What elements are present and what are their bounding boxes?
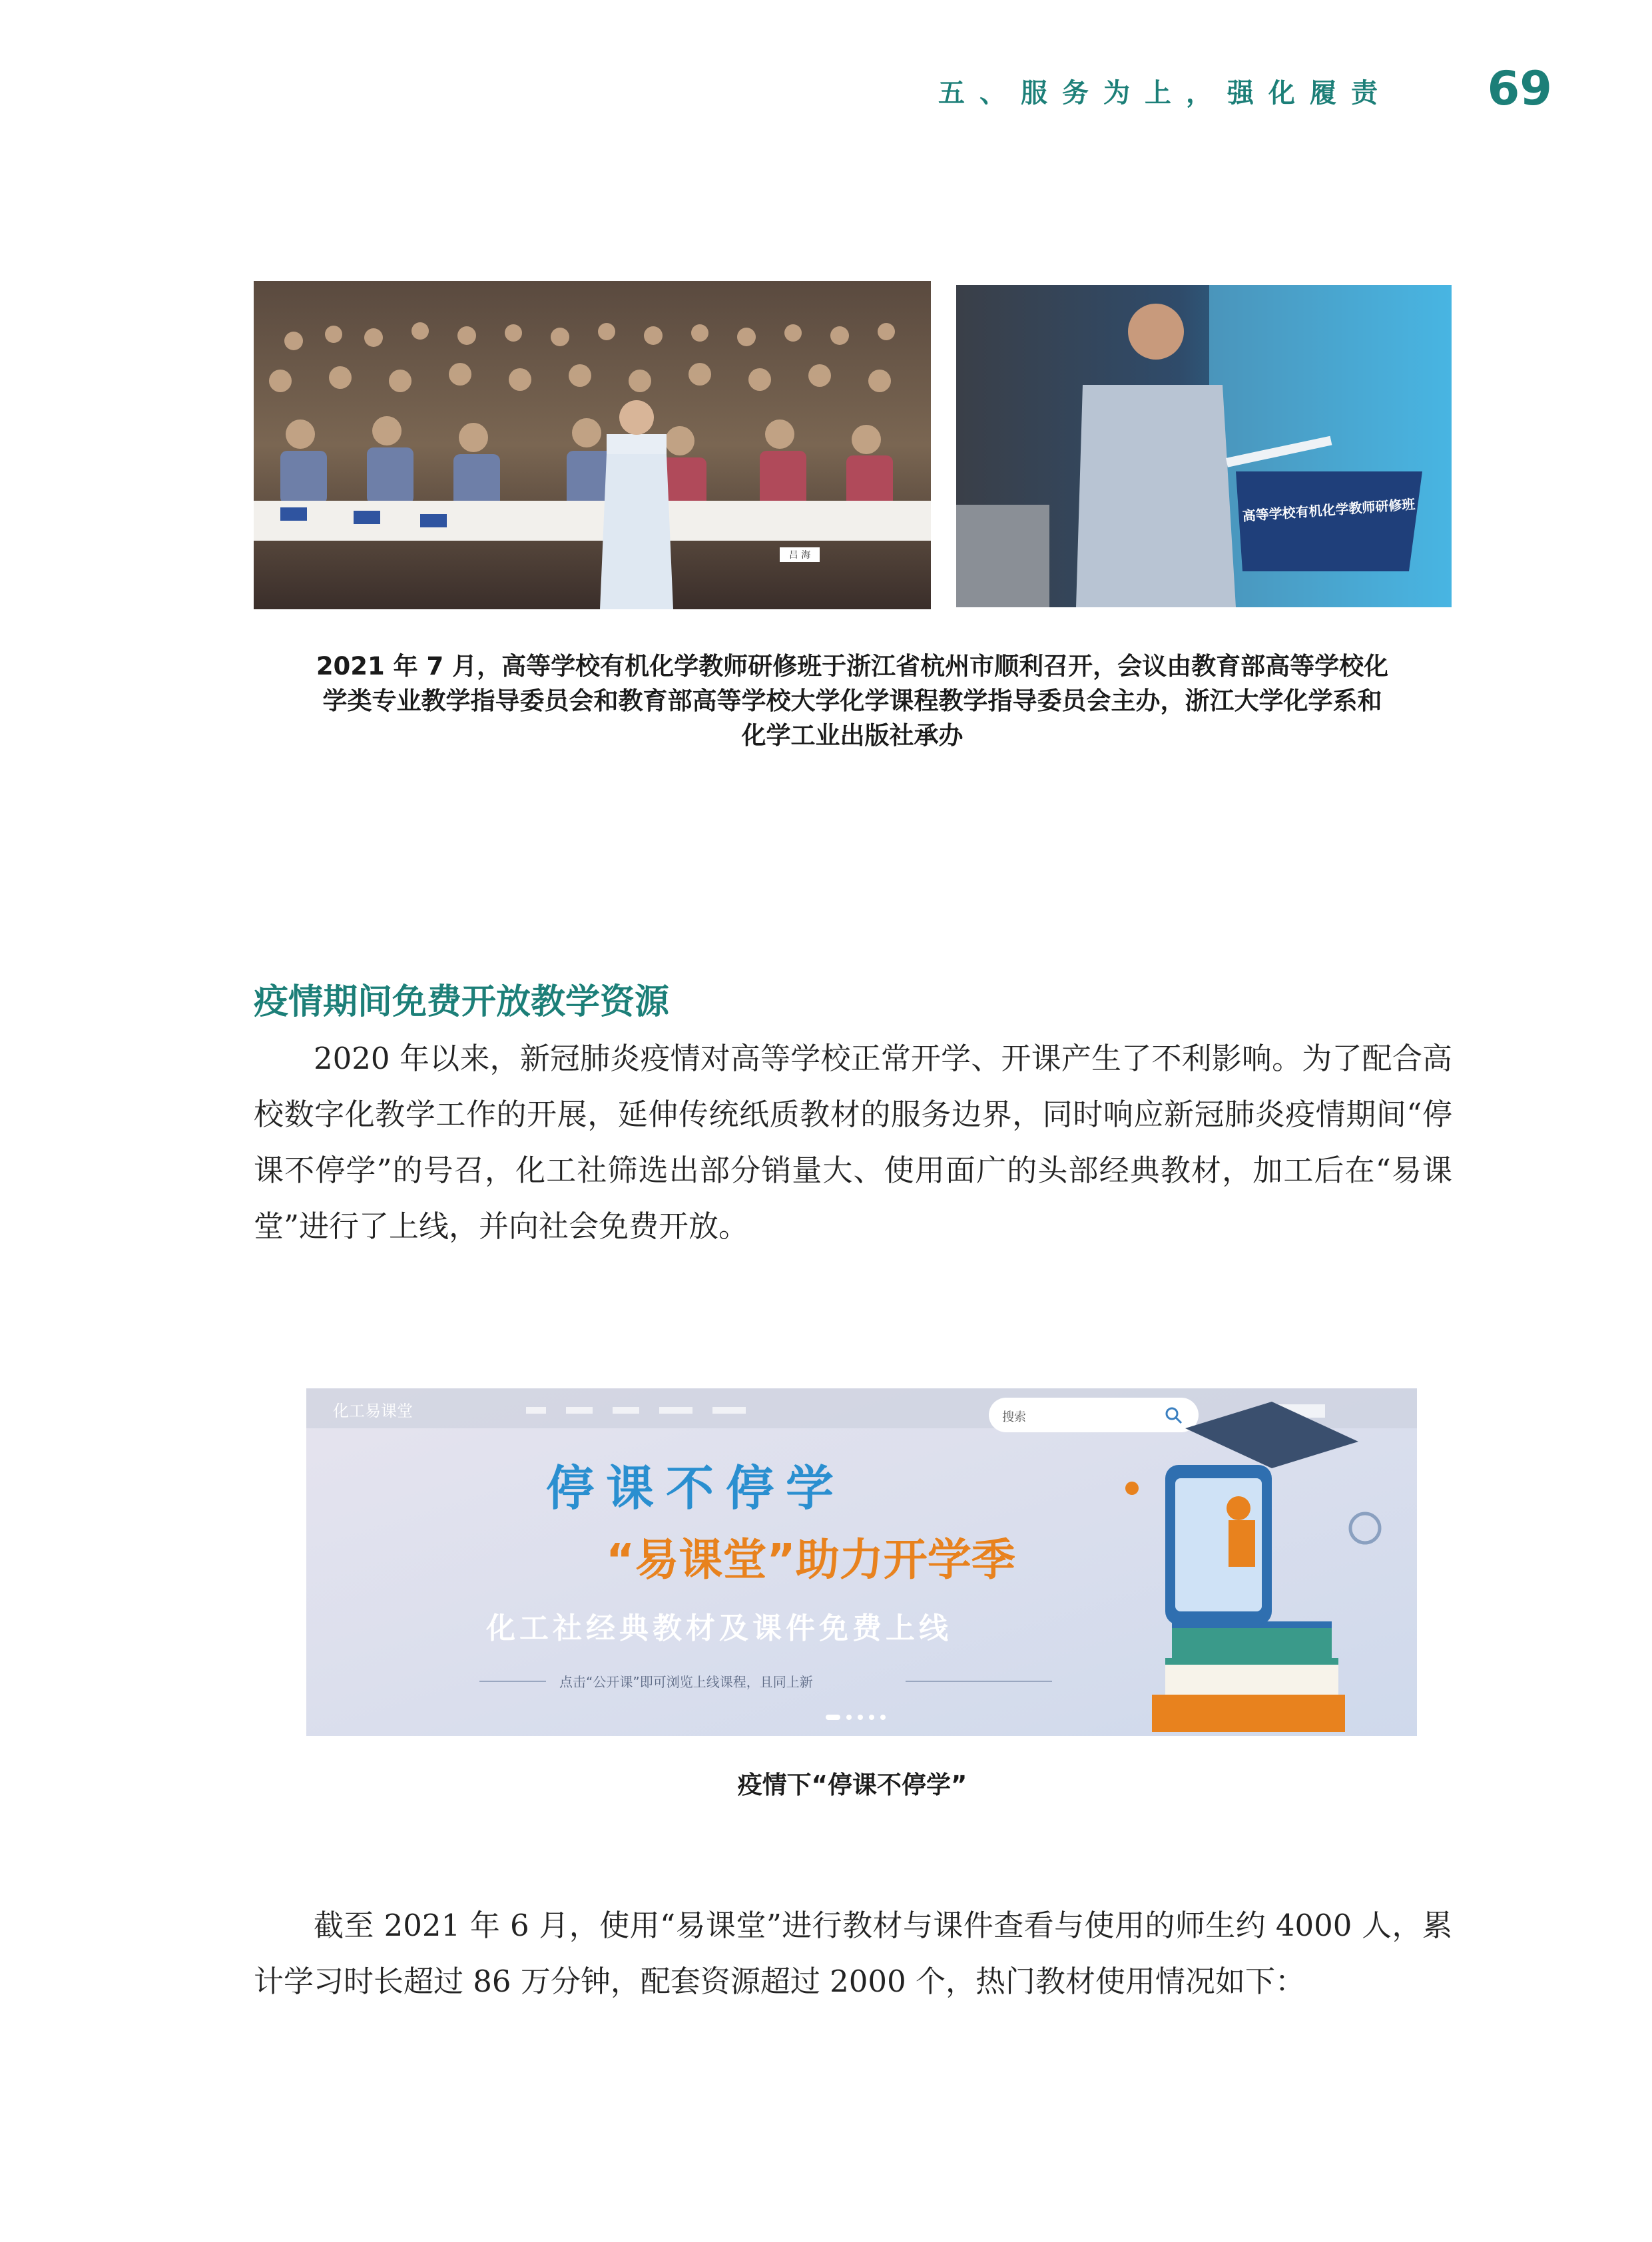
header-section-title: 五、服务为上，强化履责	[938, 78, 1392, 109]
paragraph-text: 截至 2021 年 6 月，使用“易课堂”进行教材与课件查看与使用的师生约 4000 人，	[314, 1908, 1422, 1943]
paragraph-text: 经典教材，加工后在“易课堂”进行了上线，并向社会免费开放。	[254, 1153, 1452, 1244]
body-paragraph	[254, 1898, 1452, 2010]
site-logo: 化工易课堂	[333, 1402, 413, 1420]
conference-audience-photo	[254, 281, 931, 609]
page-number: 69	[1487, 61, 1552, 116]
paragraph-text: 了配合高校数字化教学工作的开展，延伸传统纸质教材的服务边界，同时响应新冠	[254, 1041, 1452, 1132]
body-paragraph	[254, 1031, 1452, 1255]
section-heading: 疫情期间免费开放教学资源	[254, 982, 670, 1022]
paragraph-text: 累计学习时长超过 86 万分钟，配套资源超过 2000 个，热门教材使用情况如下：	[254, 1908, 1452, 1999]
podium-text: 高等学校有机化学教师研修班	[1241, 495, 1416, 525]
paragraph-text: 肺炎疫情期间“停课不停学”的号召，化工社筛选出部分销量大、使用面广的头部	[254, 1097, 1452, 1188]
banner-caption: 疫情下“停课不停学”	[737, 1771, 967, 1799]
nameplate-text: 吕 海	[788, 550, 811, 561]
caption-line: 2021 年 7 月，高等学校有机化学教师研修班于浙江省杭州市顺利召开，会议由教育部高等学校化	[316, 652, 1389, 681]
caption-line: 化学工业出版社承办	[741, 721, 964, 750]
banner-headline: 停课不停学	[546, 1460, 846, 1516]
banner-note: 点击“公开课”即可浏览上线课程，且同上新	[559, 1674, 813, 1690]
paragraph-text: 2020 年以来，新冠肺炎疫情对高等学校正常开学、开课产生了不利影响。为	[314, 1041, 1332, 1076]
photo-caption	[253, 649, 1452, 753]
banner-subheadline: “易课堂”助力开学季	[606, 1534, 1015, 1585]
banner-tagline: 化工社经典教材及课件免费上线	[486, 1611, 952, 1645]
caption-line: 学类专业教学指导委员会和教育部高等学校大学化学课程教学指导委员会主办，浙江大学化学系和	[322, 687, 1382, 715]
search-input: 搜索	[1002, 1410, 1026, 1424]
speaker-podium-photo	[956, 285, 1452, 607]
yiketang-banner-screenshot	[306, 1388, 1417, 1736]
